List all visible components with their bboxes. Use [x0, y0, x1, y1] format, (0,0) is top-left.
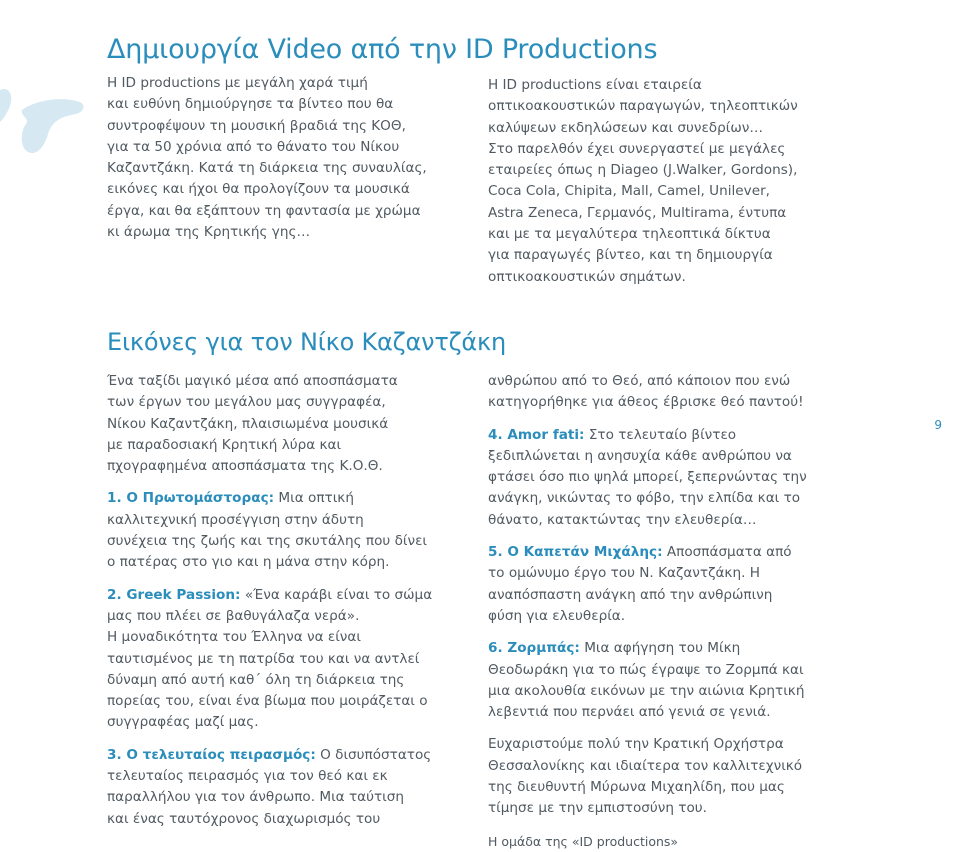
- page-title: Δημιουργία Video από την ID Productions: [107, 34, 658, 65]
- text-line: ανθρώπου από το Θεό, από κάποιον που ενώ: [488, 373, 791, 389]
- text-line: κατηγορήθηκε για άθεος έβρισκε θεό παντού!: [488, 394, 804, 411]
- text-line: [107, 745, 457, 766]
- text-run: Μια οπτική: [274, 490, 354, 507]
- text-line: τελευταίος πειρασμός για τον θεό και εκ: [107, 768, 388, 785]
- text-line: Η ID productions είναι εταιρεία: [488, 77, 702, 93]
- item-heading: 4. Amor fati:: [488, 426, 585, 443]
- text-line: μια ακολουθία εικόνων με την αιώνια Κρητική: [488, 682, 805, 699]
- text-line: παραλλήλου για τον άνθρωπο. Μια ταύτιση: [107, 789, 404, 806]
- intro-paragraph: [107, 371, 457, 477]
- text-line: Καζαντζάκη. Κατά τη διάρκεια της συναυλίας,: [107, 160, 427, 177]
- text-line: με παραδοσιακή Κρητική λύρα και: [107, 436, 342, 453]
- decorative-splash: [0, 72, 90, 182]
- text-line: των έργων του μεγάλου μας συγγραφέα,: [107, 394, 386, 411]
- splash-shape: [22, 99, 84, 153]
- left-column: [107, 371, 457, 830]
- text-line: κι άρωμα της Κρητικής γης…: [107, 224, 311, 241]
- text-line: εταιρείες όπως η Diageo (J.Walker, Gordons),: [488, 162, 798, 179]
- text-line: καλύψεων εκδηλώσεων και συνεδρίων…: [488, 119, 763, 136]
- text-line: εικόνες και ήχοι θα προλογίζουν τα μουσικά: [107, 181, 410, 198]
- item-zorbas: [488, 638, 838, 723]
- text-line: Ένα ταξίδι μαγικό μέσα από αποσπάσματα: [107, 373, 398, 389]
- page-number: 9: [934, 418, 942, 432]
- text-line: οπτικοακουστικών παραγωγών, τηλεοπτικών: [488, 98, 798, 115]
- text-line: Θεσσαλονίκης και ιδιαίτερα τον καλλιτεχνικό: [488, 757, 803, 774]
- item-protomastoras: [107, 488, 457, 573]
- text-line: ξεδιπλώνεται η ανησυχία κάθε ανθρώπου να: [488, 447, 792, 464]
- signature-text: Η ομάδα της «ID productions»: [488, 833, 679, 849]
- text-line: Ευχαριστούμε πολύ την Κρατική Ορχήστρα: [488, 736, 784, 753]
- item-greek-passion: [107, 585, 457, 734]
- continuation-paragraph: [488, 371, 838, 414]
- intro-left-text: [107, 73, 447, 243]
- text-line: το ομώνυμο έργο του Ν. Καζαντζάκη. Η: [488, 565, 760, 582]
- text-line: Η μοναδικότητα του Έλληνα να είναι: [107, 629, 361, 646]
- text-line: τίμησε με την εμπιστοσύνη του.: [488, 800, 707, 817]
- text-line: Coca Cola, Chipita, Mall, Camel, Unilever,: [488, 183, 770, 200]
- item-amor-fati: [488, 425, 838, 531]
- text-run: «Ένα καράβι είναι το σώμα: [240, 586, 433, 603]
- text-line: συνέχεια της ζωής και της σκυτάλης που δίνει: [107, 533, 428, 550]
- text-line: Astra Zeneca, Γερμανός, Multirama, έντυπα: [488, 204, 787, 221]
- text-line: θάνατο, κατακτώντας την ελευθερία…: [488, 511, 757, 528]
- thanks-paragraph: [488, 734, 838, 819]
- item-kapetan-michalis: [488, 542, 838, 627]
- intro-right-text: [488, 75, 828, 288]
- item-heading: 3. Ο τελευταίος πειρασμός:: [107, 746, 316, 763]
- text-line: αναπόσπαστη ανάγκη από την ανθρώπινη: [488, 586, 773, 603]
- right-column: [488, 371, 838, 852]
- item-heading: 1. Ο Πρωτομάστορας:: [107, 490, 275, 507]
- text-run: Αποσπάσματα από: [662, 544, 792, 561]
- text-line: έργα, και θα εξάπτουν τη φαντασία με χρώμα: [107, 202, 421, 219]
- text-line: οπτικοακουστικών σημάτων.: [488, 268, 686, 285]
- text-line: Νίκου Καζαντζάκη, πλαισιωμένα μουσικά: [107, 415, 389, 432]
- text-line: [107, 585, 457, 606]
- section-title: Εικόνες για τον Νίκο Καζαντζάκη: [107, 328, 506, 356]
- text-line: Η ID productions με μεγάλη χαρά τιμή: [107, 75, 368, 91]
- text-line: δύναμη από αυτή καθ΄ όλη τη διάρκεια της: [107, 671, 405, 688]
- text-line: και ένας ταυτόχρονος διαχωρισμός του: [107, 810, 381, 827]
- text-line: ανάγκη, νικώντας το φόβο, την ελπίδα και το: [488, 490, 801, 507]
- text-line: Στο παρελθόν έχει συνεργαστεί με μεγάλες: [488, 140, 786, 157]
- item-heading: 5. Ο Καπετάν Μιχάλης:: [488, 544, 663, 561]
- text-run: Στο τελευταίο βίντεο: [584, 426, 737, 443]
- text-line: [488, 425, 838, 446]
- item-last-temptation: [107, 745, 457, 830]
- text-line: [488, 638, 838, 659]
- text-line: συγγραφέας μαζί μας.: [107, 714, 259, 731]
- text-line: φύση για ελευθερία.: [488, 607, 626, 624]
- text-line: φτάσει όσο πιο ψηλά μπορεί, ξεπερνώντας την: [488, 469, 807, 486]
- item-heading: 6. Ζορμπάς:: [488, 640, 580, 657]
- text-line: για παραγωγές βίντεο, και τη δημιουργία: [488, 247, 773, 264]
- text-line: [107, 488, 457, 509]
- text-line: καλλιτεχνική προσέγγιση στην άδυτη: [107, 511, 364, 528]
- text-line: πχογραφημένα αποσπάσματα της Κ.Ο.Θ.: [107, 458, 383, 475]
- text-line: για τα 50 χρόνια από το θάνατο του Νίκου: [107, 138, 400, 155]
- text-line: της διευθυντή Μύρωνα Μιχαηλίδη, που μας: [488, 779, 785, 796]
- text-line: ο πατέρας στο γιο και η μάνα στην κόρη.: [107, 554, 390, 571]
- item-heading: 2. Greek Passion:: [107, 586, 241, 603]
- text-run: Μια αφήγηση του Μίκη: [579, 640, 741, 657]
- text-line: λεβεντιά που περνάει από γενιά σε γενιά.: [488, 704, 771, 721]
- text-line: και με τα μεγαλύτερα τηλεοπτικά δίκτυα: [488, 226, 771, 243]
- text-line: πορείας του, είναι ένα βίωμα που μοιράζεται ο: [107, 693, 428, 710]
- splash-shape: [0, 89, 11, 122]
- text-line: συντροφέψουν τη μουσική βραδιά της ΚΟΘ,: [107, 117, 406, 134]
- text-line: μας που πλέει σε βαθυγάλαζα νερά».: [107, 607, 360, 624]
- text-line: [488, 542, 838, 563]
- text-line: ταυτισμένος με τη πατρίδα του και να αντλεί: [107, 650, 420, 667]
- text-run: Ο δισυπόστατος: [315, 746, 432, 763]
- text-line: και ευθύνη δημιούργησε τα βίντεο που θα: [107, 96, 394, 113]
- text-line: Θεοδωράκη για το πώς έγραψε το Ζορμπά και: [488, 661, 804, 678]
- signature: [488, 831, 838, 852]
